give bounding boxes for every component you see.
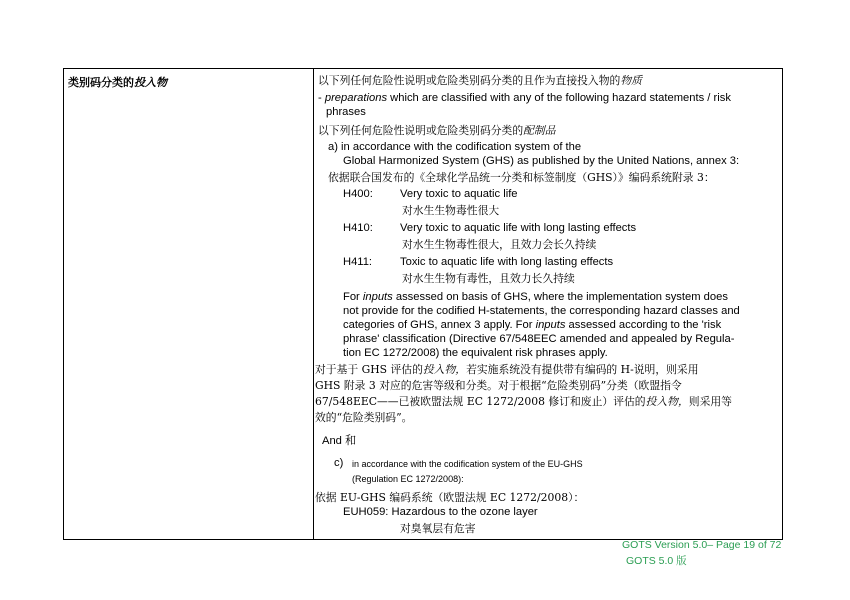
cn-paragraph-line-3 bbox=[315, 395, 732, 408]
item-a-line: a) in accordance with the codification system of the bbox=[328, 141, 582, 153]
footer-version-cn: GOTS 5.0 版 bbox=[626, 555, 687, 567]
euh059-cn: 对臭氧层有危害 bbox=[400, 522, 476, 535]
ghs-paragraph-line-1 bbox=[343, 291, 728, 304]
preparations-italic: preparations bbox=[324, 92, 388, 104]
cn-paragraph-line-1 bbox=[315, 363, 699, 376]
inputs-italic: inputs bbox=[535, 319, 566, 331]
footer-version: GOTS Version 5.0– Page 19 of 72 bbox=[622, 539, 782, 551]
eu-ghs-cn-line: 依据 EU-GHS 编码系统（欧盟法规 EC 1272/2008）： bbox=[315, 491, 585, 504]
substances-line bbox=[318, 74, 642, 87]
h400-text: Very toxic to aquatic life bbox=[400, 188, 518, 200]
ghs-paragraph-line-5: tion EC 1272/2008) the equivalent risk phrases apply. bbox=[343, 347, 608, 359]
inputs-cn-italic: 投入物， bbox=[645, 395, 689, 408]
inputs-italic: inputs bbox=[362, 291, 393, 303]
regulation-line: (Regulation EC 1272/2008): bbox=[352, 474, 464, 484]
item-c-label: c) bbox=[334, 457, 344, 469]
left-cell-label-italic: 投入物 bbox=[134, 77, 167, 89]
text-span: categories of GHS, annex 3 apply. For bbox=[343, 319, 536, 331]
eu-ghs-line: in accordance with the codification system of the EU-GHS bbox=[352, 459, 583, 469]
left-cell-heading bbox=[68, 74, 167, 90]
ghs-paragraph-line-3 bbox=[343, 319, 721, 332]
ghs-paragraph-line-2: not provide for the codified H-statements, the corresponding hazard classes and bbox=[343, 305, 740, 317]
text-span: assessed on basis of GHS, where the implementation system does bbox=[392, 291, 728, 303]
h411-code: H411: bbox=[343, 256, 373, 268]
ghs-cn-line: 依据联合国发布的《全球化学品统一分类和标签制度（GHS）》编码系统附录 3： bbox=[328, 171, 715, 184]
preparations-line bbox=[318, 92, 731, 105]
preparations-cn-text: 以下列任何危险性说明或危险类别码分类的 bbox=[318, 124, 524, 137]
text-span: 67/548EEC——已被欧盟法规 EC 1272/2008 修订和废止）评估的 bbox=[315, 395, 646, 408]
substances-italic: 物质 bbox=[620, 74, 642, 87]
preparations-text: which are classified with any of the following hazard statements / risk bbox=[387, 92, 731, 104]
text-span: assessed according to the 'risk bbox=[565, 319, 722, 331]
text-span: 对于基于 GHS 评估的 bbox=[315, 363, 423, 376]
euh059-line: EUH059: Hazardous to the ozone layer bbox=[343, 506, 538, 518]
text-span: 则采用等 bbox=[688, 395, 732, 408]
inputs-cn-italic: 投入物， bbox=[422, 363, 467, 376]
h410-text: Very toxic to aquatic life with long lasting effects bbox=[400, 222, 637, 234]
h410-cn: 对水生生物毒性很大，且效力会长久持续 bbox=[402, 238, 597, 251]
left-cell-label: 类别码分类的 bbox=[68, 77, 134, 89]
phrases-line: phrases bbox=[326, 106, 366, 118]
h411-text: Toxic to aquatic life with long lasting effects bbox=[400, 256, 614, 268]
preparations-cn-italic: 配制品 bbox=[523, 124, 556, 137]
h400-cn: 对水生生物毒性很大 bbox=[402, 204, 500, 217]
h411-cn: 对水生生物有毒性，且效力长久持续 bbox=[402, 272, 575, 285]
text-span: 若实施系统没有提供带有编码的 H-说明，则采用 bbox=[466, 363, 699, 376]
cn-paragraph-line-4: 效的“危险类别码”。 bbox=[315, 411, 413, 424]
h400-code: H400: bbox=[343, 188, 373, 200]
dash: - bbox=[318, 92, 325, 104]
cn-paragraph-line-2: GHS 附录 3 对应的危害等级和分类。对于根据“危险类别码”分类（欧盟指令 bbox=[315, 379, 682, 392]
text-span: For bbox=[343, 291, 363, 303]
h410-code: H410: bbox=[343, 222, 373, 234]
ghs-paragraph-line-4: phrase' classification (Directive 67/548EEC amended and appealed by Regula- bbox=[343, 333, 735, 345]
preparations-cn-line bbox=[318, 124, 556, 137]
criteria-table bbox=[63, 68, 783, 540]
ghs-line: Global Harmonized System (GHS) as published by the United Nations, annex 3: bbox=[343, 155, 740, 167]
and-line: And 和 bbox=[322, 435, 357, 447]
column-divider bbox=[313, 69, 314, 539]
substances-text: 以下列任何危险性说明或危险类别码分类的且作为直接投入物的 bbox=[318, 74, 621, 87]
